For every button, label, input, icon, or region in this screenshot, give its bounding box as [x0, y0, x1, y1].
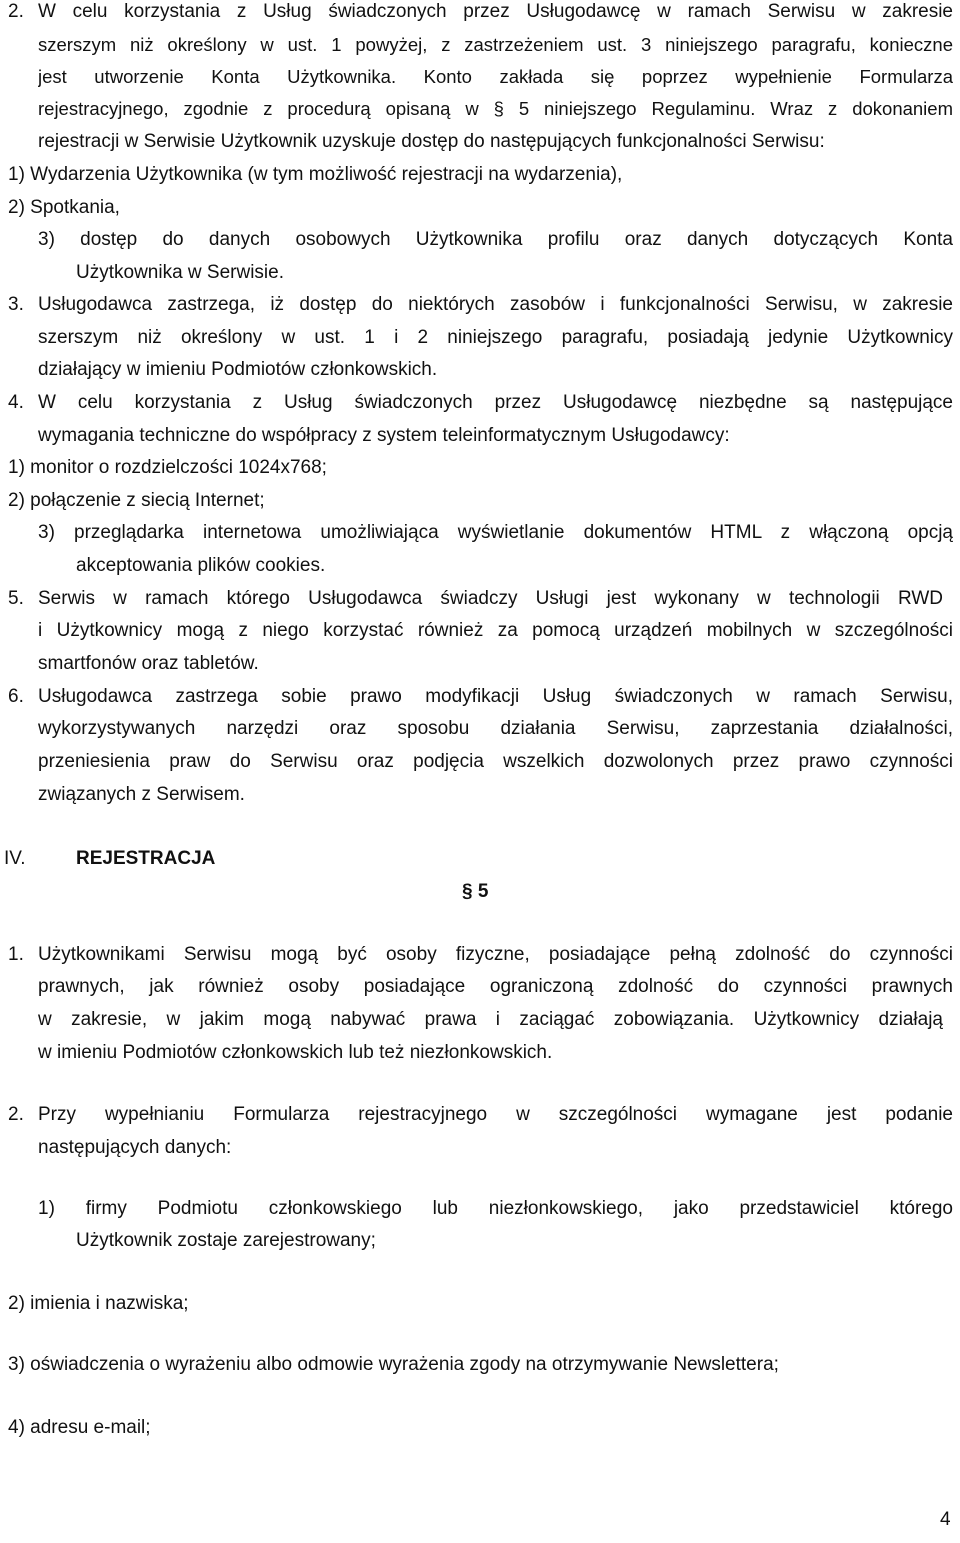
reg-1-line-3: w zakresie, w jakim mogą nabywać prawa i zaciągać zobowiązania. Użytkownicy działają [38, 1009, 943, 1030]
item-2-sub-3-line-2: Użytkownika w Serwisie. [76, 262, 284, 283]
item-5-line-1: Serwis w ramach którego Usługodawca świadczy Usługi jest wykonany w technologii RWD [38, 588, 943, 609]
item-2-sub-2: 2) Spotkania, [8, 197, 120, 218]
item-6-line-2: wykorzystywanych narzędzi oraz sposobu działania Serwisu, zaprzestania działalności, [38, 718, 953, 739]
item-2-number: 2. [8, 1, 24, 22]
item-4-number: 4. [8, 392, 24, 413]
reg-2-line-2: następujących danych: [38, 1137, 232, 1158]
paragraph-marker: § 5 [462, 881, 489, 902]
item-4-sub-3-line-1: 3) przeglądarka internetowa umożliwiająca wyświetlanie dokumentów HTML z włączoną opcją [38, 522, 953, 543]
item-2-sub-1: 1) Wydarzenia Użytkownika (w tym możliwość rejestracji na wydarzenia), [8, 164, 623, 185]
item-2-sub-3-line-1: 3) dostęp do danych osobowych Użytkownika profilu oraz danych dotyczących Konta [38, 229, 953, 250]
item-5-number: 5. [8, 588, 24, 609]
reg-1-line-4: w imieniu Podmiotów członkowskich lub też niezłonkowskich. [38, 1042, 553, 1063]
item-5-line-3: smartfonów oraz tabletów. [38, 653, 259, 674]
item-2-line-4 [38, 97, 953, 123]
reg-2-line-1: Przy wypełnianiu Formularza rejestracyjnego w szczególności wymagane jest podanie [38, 1104, 953, 1125]
item-2-line-1: W celu korzystania z Usług świadczonych przez Usługodawcę w ramach Serwisu w zakresie [38, 1, 953, 22]
item-4-sub-2: 2) połączenie z siecią Internet; [8, 490, 265, 511]
reg-2-sub-1-line-2: Użytkownik zostaje zarejestrowany; [76, 1230, 376, 1251]
item-4-line-1: W celu korzystania z Usług świadczonych przez Usługodawcę niezbędne są następujące [38, 392, 953, 413]
reg-2-sub-1-line-1: 1) firmy Podmiotu członkowskiego lub niezłonkowskiego, jako przedstawiciel którego [38, 1198, 953, 1219]
item-3-line-3: działający w imieniu Podmiotów członkowskich. [38, 359, 438, 380]
item-2-line-3: jest utworzenie Konta Użytkownika. Konto zakłada się poprzez wypełnienie Formularza [38, 66, 953, 87]
item-4-sub-1: 1) monitor o rozdzielczości 1024x768; [8, 457, 327, 478]
section-title: REJESTRACJA [76, 848, 216, 869]
item-4-sub-3-line-2: akceptowania plików cookies. [76, 555, 326, 576]
item-3-line-2: szerszym niż określony w ust. 1 i 2 niniejszego paragrafu, posiadają jedynie Użytkownicy [38, 327, 953, 348]
item-3-number: 3. [8, 294, 24, 315]
reg-2-number: 2. [8, 1104, 24, 1125]
reg-1-number: 1. [8, 944, 24, 965]
item-6-line-1: Usługodawca zastrzega sobie prawo modyfikacji Usług świadczonych w ramach Serwisu, [38, 686, 953, 707]
item-5-line-2: i Użytkownicy mogą z niego korzystać również za pomocą urządzeń mobilnych w szczególności [38, 620, 953, 641]
item-2-line-2: szerszym niż określony w ust. 1 powyżej, z zastrzeżeniem ust. 3 niniejszego paragrafu, konieczne [38, 34, 953, 55]
reg-2-sub-4: 4) adresu e-mail; [8, 1417, 151, 1438]
item-6-line-3: przeniesienia praw do Serwisu oraz podjęcia wszelkich dozwolonych przez prawo czynności [38, 751, 953, 772]
item-2-line-4-text: rejestracyjnego, zgodnie z procedurą opisaną w § 5 niniejszego Regulaminu. Wraz z dokonaniem [38, 98, 953, 119]
reg-1-line-2: prawnych, jak również osoby posiadające ograniczoną zdolność do czynności prawnych [38, 976, 953, 997]
reg-1-line-1: Użytkownikami Serwisu mogą być osoby fizyczne, posiadające pełną zdolność do czynności [38, 944, 953, 965]
item-4-line-2: wymagania techniczne do współpracy z system teleinformatycznym Usługodawcy: [38, 425, 730, 446]
item-6-line-4: związanych z Serwisem. [38, 784, 245, 805]
reg-2-sub-3: 3) oświadczenia o wyrażeniu albo odmowie wyrażenia zgody na otrzymywanie Newslettera; [8, 1354, 779, 1375]
item-3-line-1: Usługodawca zastrzega, iż dostęp do niektórych zasobów i funkcjonalności Serwisu, w zakresie [38, 294, 953, 315]
page-number: 4 [940, 1509, 951, 1530]
reg-2-sub-2: 2) imienia i nazwiska; [8, 1293, 189, 1314]
item-6-number: 6. [8, 686, 24, 707]
item-2-line-5: rejestracji w Serwisie Użytkownik uzyskuje dostęp do następujących funkcjonalności Serwisu: [38, 131, 825, 152]
section-roman-number: IV. [4, 848, 26, 869]
